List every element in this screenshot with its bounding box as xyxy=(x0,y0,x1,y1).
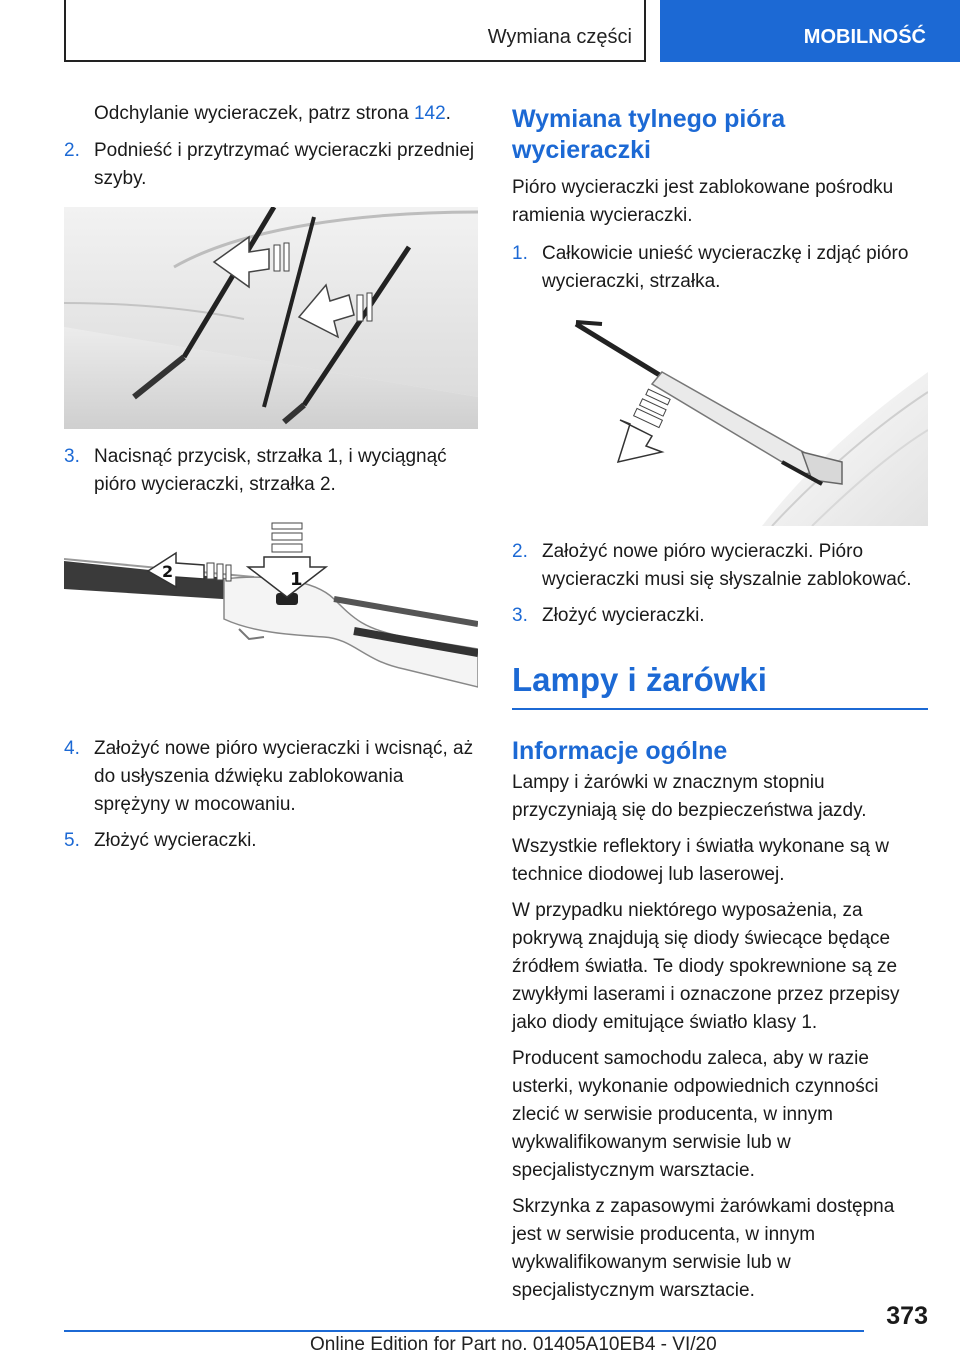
step-number: 1. xyxy=(512,243,528,264)
rear-intro-paragraph: Pióro wycieraczki jest zablokowane pośrodku ramienia wycieraczki. xyxy=(512,177,894,226)
step-item xyxy=(512,602,928,630)
info-paragraph: Wszystkie reflektory i światła wykonane są w technice diodowej lub laserowej. xyxy=(512,836,889,885)
step-number: 4. xyxy=(64,738,80,759)
wiper-blade-release-figure xyxy=(64,519,478,719)
step-item xyxy=(512,538,928,594)
intro-end: . xyxy=(445,103,451,124)
step-text: Złożyć wycieraczki. xyxy=(542,605,705,626)
arrow-icon xyxy=(618,389,670,462)
intro-text: Odchylanie wycieraczek, patrz strona xyxy=(94,103,414,124)
step-item xyxy=(64,443,478,499)
info-paragraph: Producent samochodu zaleca, aby w razie usterki, wykonanie odpowiednich czynności zlecić w serwisie producenta, w innym wykwalifikowanym serwisie lub w specjalistycznym warsztacie. xyxy=(512,1048,879,1181)
header-section-title: Wymiana części xyxy=(487,26,632,48)
page-number: 373 xyxy=(886,1302,928,1330)
info-paragraph: Skrzynka z zapasowymi żarówkami dostępna jest w serwisie producenta, w innym wykwalifikowanym serwisie lub w specjalistycznym warsztacie. xyxy=(512,1196,895,1301)
step-number: 3. xyxy=(512,605,528,626)
right-column xyxy=(512,104,928,1305)
step-number: 5. xyxy=(64,830,80,851)
footer-divider xyxy=(64,1330,864,1332)
step-text: Założyć nowe pióro wycieraczki i wcisnąć, aż do usłyszenia dźwięku zablokowania sprężyny w mocowaniu. xyxy=(94,738,474,815)
header-section-box xyxy=(64,0,646,62)
section-divider xyxy=(512,708,928,710)
intro-paragraph xyxy=(64,100,478,128)
rear-wiper-illustration xyxy=(512,312,928,526)
step-item xyxy=(512,240,928,296)
wiper-blade-release-illustration xyxy=(64,519,478,719)
step-item xyxy=(64,827,478,855)
rear-wiper-figure xyxy=(512,312,928,526)
step-number: 3. xyxy=(64,446,80,467)
info-paragraph: Lampy i żarówki w znacznym stopniu przyczyniają się do bezpieczeństwa jazdy. xyxy=(512,772,867,821)
windshield-wipers-figure xyxy=(64,207,478,429)
step-item xyxy=(64,735,478,819)
left-column xyxy=(64,100,478,855)
info-paragraph: W przypadku niektórego wyposażenia, za pokrywą znajdują się diody świecące będące źródłem światła. Te diody spokrewnione są ze zwykłymi laserami i oznaczone przez przepisy jako diody emitujące światło klasy 1. xyxy=(512,900,900,1033)
header-chapter-box xyxy=(660,0,960,62)
step-text: Całkowicie unieść wycieraczkę i zdjąć pióro wycieraczki, strzałka. xyxy=(542,243,909,292)
step-text: Założyć nowe pióro wycieraczki. Pióro wycieraczki musi się słyszalnie zablokować. xyxy=(542,541,912,590)
header-chapter-title: MOBILNOŚĆ xyxy=(803,26,926,48)
step-text: Podnieść i przytrzymać wycieraczki przedniej szyby. xyxy=(94,140,475,189)
step-text: Złożyć wycieraczki. xyxy=(94,830,257,851)
step-number: 2. xyxy=(64,140,80,161)
step-text: Nacisnąć przycisk, strzałka 1, i wyciągnąć pióro wycieraczki, strzałka 2. xyxy=(94,446,447,495)
rear-wiper-heading: Wymiana tylnego pióra wycieraczki xyxy=(512,105,786,164)
step-number: 2. xyxy=(512,541,528,562)
page-link[interactable]: 142 xyxy=(413,103,446,124)
step-item xyxy=(64,137,478,193)
windshield-wipers-illustration xyxy=(64,207,478,429)
general-info-heading: Informacje ogólne xyxy=(512,737,728,765)
edition-info: Online Edition for Part no. 01405A10EB4 - VI/20 xyxy=(310,1334,717,1355)
arrow-label-1: 1 xyxy=(290,569,303,590)
lamps-heading: Lampy i żarówki xyxy=(512,661,767,698)
arrow-label-2: 2 xyxy=(162,562,174,581)
